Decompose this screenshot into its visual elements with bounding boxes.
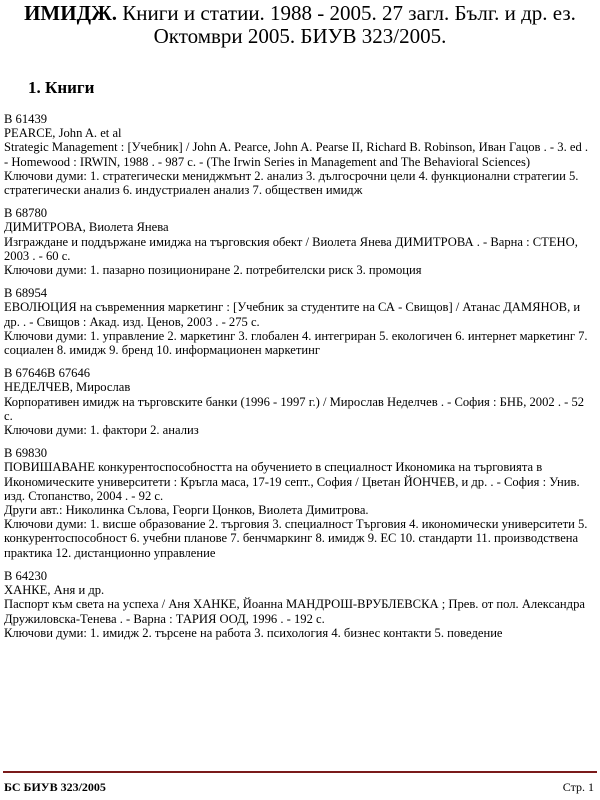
entry-keywords: Ключови думи: 1. фактори 2. анализ [4, 423, 199, 438]
entry-author: ХАНКЕ, Аня и др. [4, 583, 105, 598]
entry-keywords: Ключови думи: 1. висше образование 2. търговия 3. специалност Търговия 4. икономически университети 5. конкурентоспособност 6. учебни планове 7. бенчмаркинг 8. имидж 9. ЕС 10. стандарти 11. производствена практика 12. дистанционно управление [4, 517, 588, 560]
title-keyword: ИМИДЖ. [24, 1, 118, 25]
bibliography-entry [4, 286, 594, 357]
footer-catalog-id: БС БИУВ 323/2005 [4, 780, 106, 794]
entry-description: Корпоративен имидж на търговските банки (1996 - 1997 г.) / Мирослав Неделчев . - София : БНБ, 2002 . - 52 с. [4, 394, 585, 423]
entry-description: Изграждане и поддържане имиджа на търговския обект / Виолета Янева ДИМИТРОВА . - Варна : СТЕНО, 2003 . - 60 с. [4, 234, 578, 263]
bibliography-entry [4, 206, 594, 277]
page-number: Стр. 1 [562, 780, 594, 794]
entry-id: B 69830 [4, 446, 48, 461]
entry-author: ДИМИТРОВА, Виолета Янева [4, 220, 169, 235]
bibliography-entry [4, 569, 594, 640]
entry-id: B 68780 [4, 206, 48, 221]
entry-description: ЕВОЛЮЦИЯ на съвременния маркетинг : [Учебник за студентите на СА - Свищов] / Атанас ДАМЯНОВ, и др. . - Свищов : Акад. изд. Ценов, 2003 . - 275 с. [4, 300, 581, 329]
entry-id: B 67646B 67646 [4, 366, 91, 381]
entry-keywords: Ключови думи: 1. имидж 2. търсене на работа 3. психология 4. бизнес контакти 5. поведение [4, 625, 503, 640]
title-line-2: Октомври 2005. БИУВ 323/2005. [153, 24, 447, 48]
entry-author: PEARCE, John A. et al [4, 126, 122, 141]
bibliography-entry [4, 366, 594, 437]
entry-id: B 64230 [4, 568, 48, 583]
entry-description: ПОВИШАВАНЕ конкурентоспособността на обучението в специалност Икономика на търговията в Икономическите университети : Кръгла маса, 17-19 септ., София / Цветан ЙОНЧЕВ, и др. . - София : Унив. изд. Стопанство, 2004 . - 92 с. [4, 460, 580, 503]
entry-author: НЕДЕЛЧЕВ, Мирослав [4, 380, 131, 395]
entry-description: Strategic Management : [Учебник] / John A. Pearce, John A. Pearse II, Richard B. Robinson, Иван Гацов . - 3. ed . - Homewood : IRWIN, 1988 . - 987 с. - (The Irwin Series in Management and The Behavioral Sciences) [4, 140, 589, 169]
entry-description: Паспорт към света на успеха / Аня ХАНКЕ, Йоанна МАНДРОШ-ВРУБЛЕВСКА ; Прев. от пол. Александра Дружиловска-Тенева . - Варна : ТАРИЯ ООД, 1996 . - 192 с. [4, 597, 585, 626]
section-heading: 1. Книги [28, 78, 95, 97]
bibliography-entry [4, 446, 594, 560]
document-title [0, 2, 600, 48]
bibliography-entry [4, 112, 594, 197]
bibliography-list [4, 112, 594, 649]
footer-rule [3, 771, 597, 773]
entry-keywords: Ключови думи: 1. управление 2. маркетинг 3. глобален 4. интегриран 5. екологичен 6. интернет маркетинг 7. социален 8. имидж 9. бренд 10. информационен маркетинг [4, 328, 588, 358]
title-line-1: Книги и статии. 1988 - 2005. 27 загл. Бълг. и др. ез. [117, 1, 576, 25]
entry-id: B 61439 [4, 112, 48, 126]
entry-other-authors: Други авт.: Николинка Сълова, Георги Цонков, Виолета Димитрова. [4, 503, 369, 518]
entry-id: B 68954 [4, 286, 48, 301]
entry-keywords: Ключови думи: 1. пазарно позициониране 2. потребителски риск 3. промоция [4, 263, 422, 278]
entry-keywords: Ключови думи: 1. стратегически мениджмънт 2. анализ 3. дългосрочни цели 4. функционални стратегии 5. стратегически анализ 6. индустриален анализ 7. обществен имидж [4, 168, 579, 198]
